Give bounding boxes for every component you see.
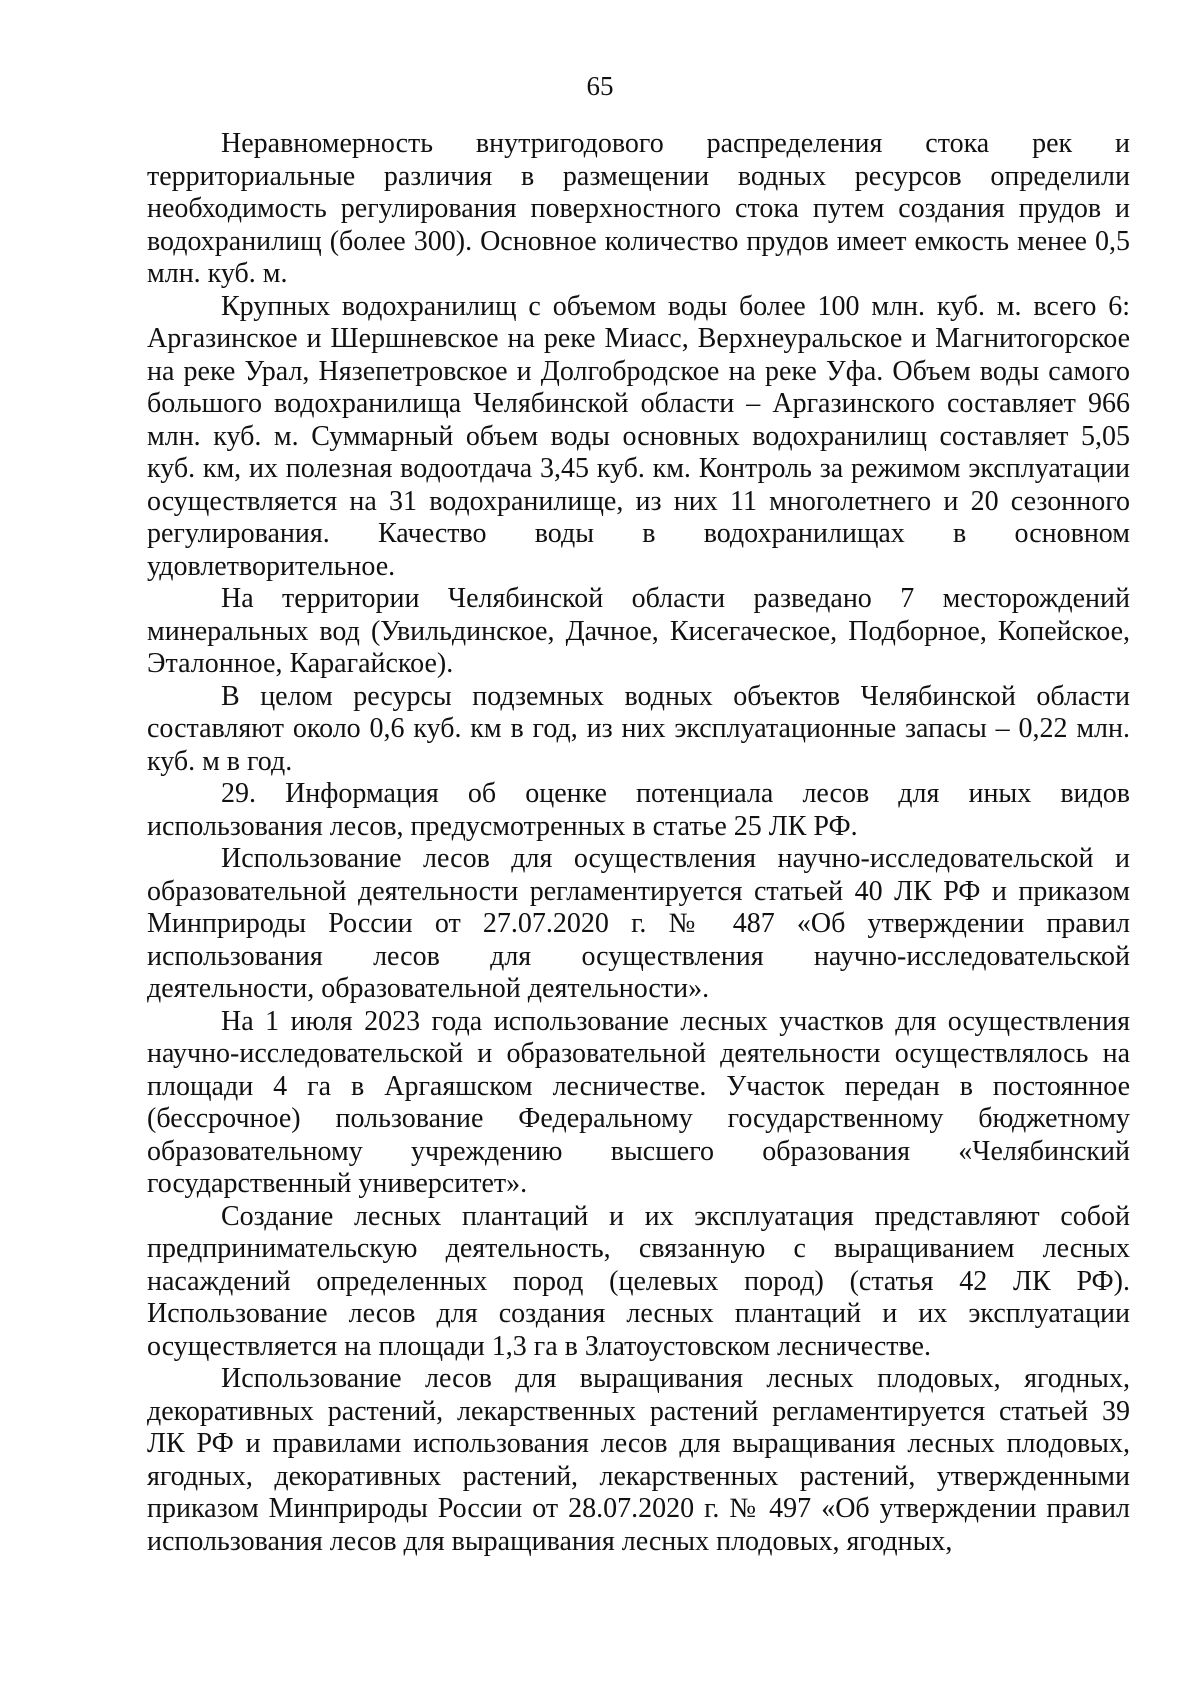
paragraph-research-education-use: Использование лесов для осуществления научно-исследовательской и образовательной деятельности регламентируется статьей 40 ЛК РФ и приказом Минприроды России от 27.07.2020 г. № 487 «Об утверждении правил использования лесов для осуществления научно-исследовательской деятельности, образовательной деятельности». [147, 843, 1130, 1004]
paragraph-argayash-plot: На 1 июля 2023 года использование лесных участков для осуществления научно-исследовательской и образовательной деятельности осуществлялось на площади 4 га в Аргаяшском лесничестве. Участок передан в постоянное (бессрочное) пользование Федеральному государственному бюджетному образовательному учреждению высшего образования «Челябинский государственный университет». [147, 1005, 1130, 1199]
section-heading-29: 29. Информация об оценке потенциала лесов для иных видов использования лесов, предусмотренных в статье 25 ЛК РФ. [147, 778, 1130, 842]
page-number: 65 [586, 71, 614, 101]
paragraph-reservoirs-regulation: Неравномерность внутригодового распределения стока рек и территориальные различия в размещении водных ресурсов определили необходимость регулирования поверхностного стока путем создания прудов и водохранилищ (более 300). Основное количество прудов имеет емкость менее 0,5 млн. куб. м. [147, 128, 1130, 289]
paragraph-mineral-waters: На территории Челябинской области разведано 7 месторождений минеральных вод (Увильдинское, Дачное, Кисегаческое, Подборное, Копейское, Эталонное, Карагайское). [147, 583, 1130, 679]
document-body [147, 128, 1130, 1558]
paragraph-groundwater-resources: В целом ресурсы подземных водных объектов Челябинской области составляют около 0,6 куб. км в год, из них эксплуатационные запасы – 0,22 млн. куб. м в год. [147, 680, 1130, 777]
paragraph-plant-cultivation: Использование лесов для выращивания лесных плодовых, ягодных, декоративных растений, лекарственных растений регламентируется статьей 39 ЛК РФ и правилами использования лесов для выращивания лесных плодовых, ягодных, декоративных растений, лекарственных растений, утвержденными приказом Минприроды России от 28.07.2020 г. № 497 «Об утверждении правил использования лесов для выращивания лесных плодовых, ягодных, [147, 1363, 1130, 1557]
paragraph-forest-plantations: Создание лесных плантаций и их эксплуатация представляют собой предпринимательскую деятельность, связанную с выращиванием лесных насаждений определенных пород (целевых пород) (статья 42 ЛК РФ). Использование лесов для создания лесных плантаций и их эксплуатации осуществляется на площади 1,3 га в Златоустовском лесничестве. [147, 1200, 1130, 1362]
paragraph-large-reservoirs: Крупных водохранилищ с объемом воды более 100 млн. куб. м. всего 6: Аргазинское и Шершневское на реке Миасс, Верхнеуральское и Магнитогорское на реке Урал, Нязепетровское и Долгобродское на реке Уфа. Объем воды самого большого водохранилища Челябинской области – Аргазинского составляет 966 млн. куб. м. Суммарный объем воды основных водохранилищ составляет 5,05 куб. км, их полезная водоотдача 3,45 куб. км. Контроль за режимом эксплуатации осуществляется на 31 водохранилище, из них 11 многолетнего и 20 сезонного регулирования. Качество воды в водохранилищах в основном удовлетворительное. [147, 290, 1130, 582]
